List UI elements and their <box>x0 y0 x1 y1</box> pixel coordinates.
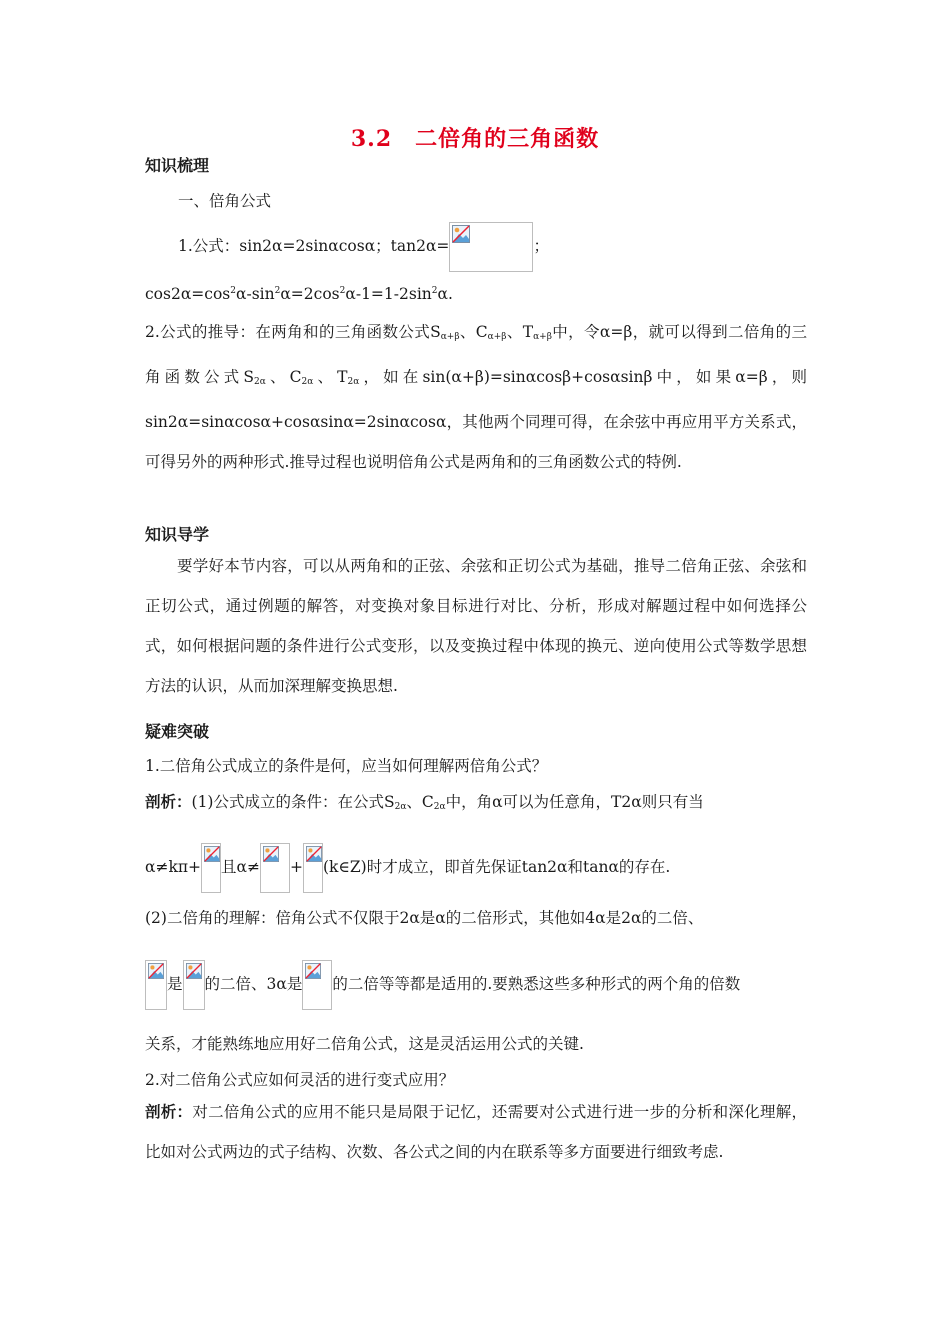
analysis-1-line-2 <box>145 843 670 893</box>
subscript-2a: 2α <box>301 377 314 387</box>
question-2: 2.对二倍角公式应如何灵活的进行变式应用？ <box>145 1071 455 1089</box>
formula-semicolon: ； <box>533 237 549 255</box>
derivation-text-5: 、C <box>265 368 302 386</box>
broken-image-icon <box>201 843 221 893</box>
broken-image-icon <box>302 960 332 1010</box>
formula-line-1 <box>178 222 549 272</box>
item-double-angle-formula: 一、倍角公式 <box>178 192 272 210</box>
section-heading-difficulties: 疑难突破 <box>145 722 210 741</box>
broken-image-icon <box>303 843 323 893</box>
derivation-text-7: ，如在sin(α+β)=sinαcosβ+cosαsinβ中，如果α=β，则sin2α=sinαcosα+cosαsinα=2sinαcosα，其他两个同理可得，在余弦中再应用平方关系式，可得另外的两种形式.推导过程也说明倍角公式是两角和的三角函数公式的特例. <box>145 368 808 471</box>
subscript-a-plus-b: α+β <box>487 332 507 342</box>
broken-image-icon <box>183 960 205 1010</box>
formula-cos-part4: α-1=1-2sin <box>345 285 432 303</box>
sup-2: 2 <box>339 286 346 296</box>
condition-text-1: α≠kπ+ <box>145 858 202 876</box>
subscript-a-plus-b: α+β <box>533 332 552 342</box>
broken-image-icon <box>260 843 290 893</box>
derivation-text-2: 、C <box>459 323 488 341</box>
sup-2: 2 <box>431 286 438 296</box>
subscript-2a: 2α <box>433 802 446 812</box>
sup-2: 2 <box>274 286 281 296</box>
formula-cos-part2: α-sin <box>235 285 275 303</box>
multiple-text-1: 是 <box>167 975 183 993</box>
subscript-2a: 2α <box>347 377 360 387</box>
analysis-1-line-1 <box>145 790 704 812</box>
derivation-text-3: 、T <box>506 323 534 341</box>
analysis-text-2: 、C <box>406 793 434 811</box>
subscript-2a: 2α <box>394 802 407 812</box>
paragraph-derivation <box>145 312 807 482</box>
section-heading-knowledge-guide: 知识导学 <box>145 525 210 544</box>
derivation-text-4: 中，令α=β，就可以得到二倍角的三角函数公式S <box>145 323 807 386</box>
multiple-text-3: 的二倍等等都是适用的.要熟悉这些多种形式的两个角的倍数 <box>332 975 741 993</box>
analysis-2-line-2 <box>145 960 740 1010</box>
question-1: 1.二倍角公式成立的条件是何，应当如何理解两倍角公式？ <box>145 757 548 775</box>
formula-cos-part1: cos2α=cos <box>145 285 231 303</box>
analysis-label: 剖析： <box>145 792 192 811</box>
page-title: 3.2 二倍角的三角函数 <box>350 126 600 152</box>
condition-text-2: 且α≠ <box>221 858 260 876</box>
formula-line-cos <box>145 285 453 303</box>
broken-image-icon <box>449 222 533 272</box>
subscript-a-plus-b: α+β <box>440 332 460 342</box>
derivation-text-6: 、T <box>313 368 348 386</box>
condition-text-3: (k∈Z)时才成立，即首先保证tan2α和tanα的存在. <box>323 858 671 876</box>
analysis-text-3: 中，角α可以为任意角，T2α则只有当 <box>445 793 704 811</box>
section-heading-knowledge-review: 知识梳理 <box>145 156 210 175</box>
formula-text-sin-tan: 1.公式：sin2α=2sinαcosα；tan2α= <box>178 237 450 255</box>
broken-image-icon <box>145 960 167 1010</box>
paragraph-guide: 要学好本节内容，可以从两角和的正弦、余弦和正切公式为基础，推导二倍角正弦、余弦和正切公式，通过例题的解答，对变换对象目标进行对比、分析，形成对解题过程中如何选择公式，如何根据问题的条件进行公式变形，以及变换过程中体现的换元、逆向使用公式等数学思想方法的认识，从而加深理解变换思想. <box>145 557 807 695</box>
subscript-2a: 2α <box>253 377 266 387</box>
analysis-text-1: (1)公式成立的条件：在公式S <box>191 793 395 811</box>
condition-plus: + <box>290 858 303 876</box>
analysis-3-text: 对二倍角公式的应用不能只是局限于记忆，还需要对公式进行进一步的分析和深化理解，比如对公式两边的式子结构、次数、各公式之间的内在联系等多方面要进行细致考虑. <box>145 1103 807 1161</box>
formula-cos-part5: α. <box>437 285 453 303</box>
derivation-text-1: 2.公式的推导：在两角和的三角函数公式S <box>145 323 441 341</box>
sup-2: 2 <box>230 286 236 296</box>
analysis-label: 剖析： <box>145 1102 193 1121</box>
multiple-text-2: 的二倍、3α是 <box>204 975 303 993</box>
formula-cos-part3: α=2cos <box>280 285 340 303</box>
analysis-2-line-1: (2)二倍角的理解：倍角公式不仅限于2α是α的二倍形式，其他如4α是2α的二倍、 <box>145 909 704 927</box>
analysis-3 <box>145 1092 807 1172</box>
analysis-2-line-3: 关系，才能熟练地应用好二倍角公式，这是灵活运用公式的关键. <box>145 1035 584 1053</box>
